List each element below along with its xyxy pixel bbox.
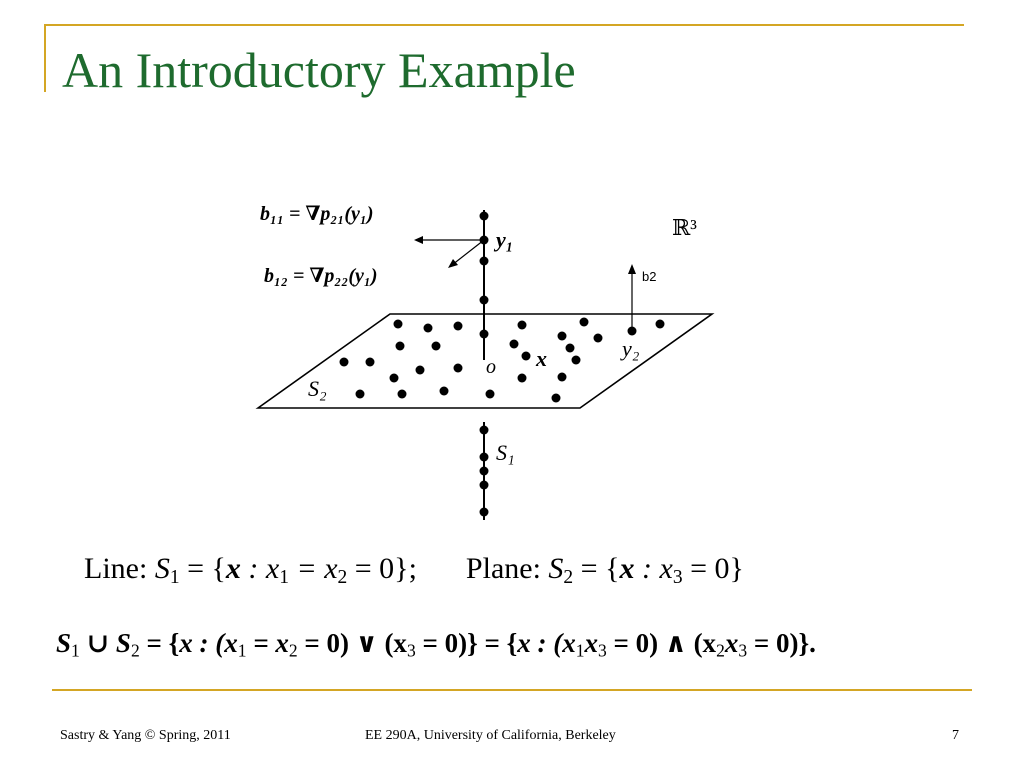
label-b11: b₁₁ = ∇p₂₁(y₁) bbox=[260, 203, 374, 225]
bottom-accent-rule bbox=[52, 689, 972, 691]
left-accent-rule bbox=[44, 24, 46, 92]
label-b12: b₁₂ = ∇p₂₂(y₁) bbox=[264, 265, 378, 287]
line-label: Line: bbox=[84, 552, 148, 585]
arrowhead-b2 bbox=[628, 264, 636, 274]
arrowhead-b12 bbox=[448, 259, 458, 268]
label-s2: S₂ bbox=[308, 376, 327, 401]
points-on-s2 bbox=[340, 318, 665, 403]
plane-label: Plane: bbox=[465, 552, 541, 585]
union-equation: $S_1$ ∪ $S_2 = \{x$ : $(x_1 = x_2 = 0)$ ∨ $(x_3 = 0)\} = \{x$ : $(x_1x_3 = 0)$ ∧ $(x_2x_3 = 0)$}. bbox=[56, 628, 816, 661]
arrowhead-b11 bbox=[414, 236, 423, 244]
label-s1: S₁ bbox=[496, 440, 515, 465]
arrow-b12 bbox=[452, 240, 484, 265]
slide-title: An Introductory Example bbox=[62, 42, 576, 98]
subspace-figure bbox=[240, 190, 740, 530]
label-b2: b2 bbox=[642, 269, 657, 284]
footer-course: EE 290A, University of California, Berkeley bbox=[365, 728, 616, 743]
label-x: x bbox=[536, 346, 547, 371]
label-origin: o bbox=[486, 356, 496, 378]
top-accent-rule bbox=[44, 24, 964, 26]
footer-page-number: 7 bbox=[952, 728, 959, 743]
label-y1: y₁ bbox=[496, 227, 514, 252]
line-plane-definitions: Line: $S_1 = \{x$ : $x_1 = x_2 = 0$}; Plane: $S_2 = \{x$ : $x_3 = 0$} bbox=[84, 552, 744, 588]
label-r3: ℝ³ bbox=[672, 215, 697, 240]
label-y2: y₂ bbox=[622, 336, 640, 361]
footer-author: Sastry & Yang © Spring, 2011 bbox=[60, 728, 231, 743]
